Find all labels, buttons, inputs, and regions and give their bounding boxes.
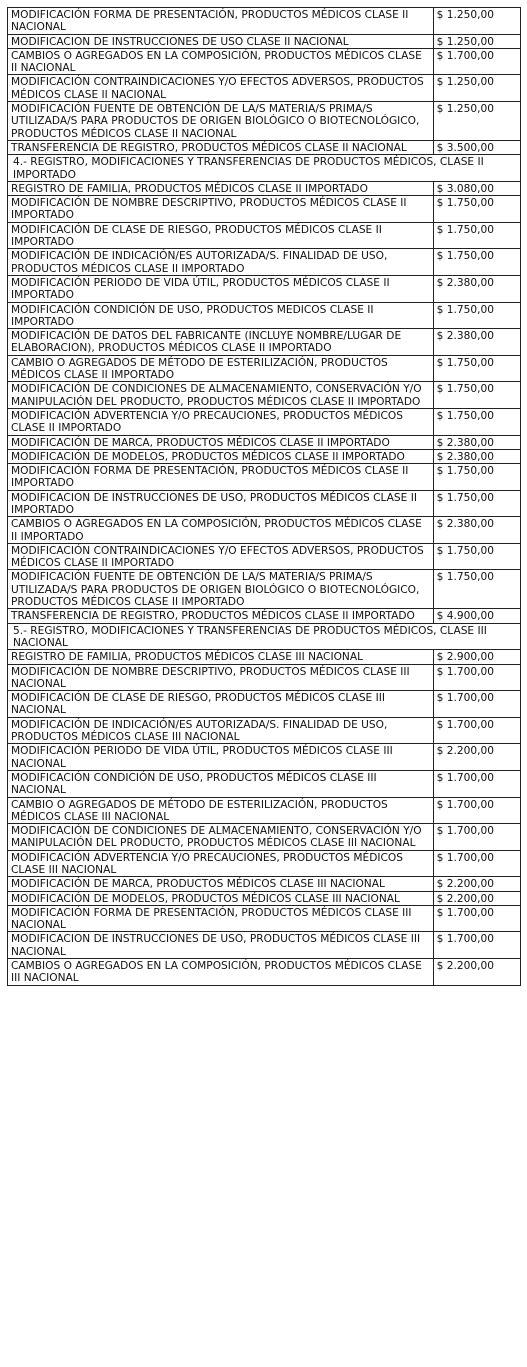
item-description: MODIFICACIÓN DE MARCA, PRODUCTOS MÉDICOS CLASE III NACIONAL [8,877,434,891]
item-description: MODIFICACIÓN FORMA DE PRESENTACIÓN, PRODUCTOS MÉDICOS CLASE II IMPORTADO [8,464,434,491]
table-row [8,302,521,329]
item-price: $ 2.200,00 [433,959,520,986]
item-price: $ 1.750,00 [433,355,520,382]
item-price: $ 1.250,00 [433,8,520,35]
table-row [8,824,521,851]
item-price: $ 2.200,00 [433,744,520,771]
table-row [8,570,521,609]
table-row [8,877,521,891]
table-row [8,717,521,744]
item-description: MODIFICACIÓN PERIODO DE VIDA ÚTIL, PRODUCTOS MÉDICOS CLASE III NACIONAL [8,744,434,771]
item-price: $ 1.750,00 [433,543,520,570]
item-price: $ 1.700,00 [433,717,520,744]
item-description: MODIFICACIÓN PERIODO DE VIDA ÚTIL, PRODUCTOS MÉDICOS CLASE II IMPORTADO [8,275,434,302]
table-row [8,34,521,48]
item-price: $ 1.700,00 [433,850,520,877]
table-row [8,181,521,195]
item-price: $ 3.080,00 [433,181,520,195]
item-price: $ 2.380,00 [433,517,520,544]
item-price: $ 1.700,00 [433,770,520,797]
section-header-row [8,155,521,182]
item-price: $ 2.380,00 [433,275,520,302]
item-price: $ 1.700,00 [433,797,520,824]
item-price: $ 1.750,00 [433,222,520,249]
item-description: TRANSFERENCIA DE REGISTRO, PRODUCTOS MÉDICOS CLASE II NACIONAL [8,140,434,154]
table-row [8,932,521,959]
item-description: MODIFICACIÓN DE NOMBRE DESCRIPTIVO, PRODUCTOS MÉDICOS CLASE II IMPORTADO [8,196,434,223]
table-row [8,355,521,382]
item-price: $ 1.750,00 [433,196,520,223]
item-description: MODIFICACIÓN DE DATOS DEL FABRICANTE (INCLUYE NOMBRE/LUGAR DE ELABORACION), PRODUCTOS MÉDICOS CLASE II IMPORTADO [8,329,434,356]
section-title: 5.- REGISTRO, MODIFICACIONES Y TRANSFERENCIAS DE PRODUCTOS MÉDICOS, CLASE III NACIONAL [8,623,521,650]
item-price: $ 1.750,00 [433,382,520,409]
table-row [8,650,521,664]
table-row [8,196,521,223]
item-description: MODIFICACIÓN ADVERTENCIA Y/O PRECAUCIONES, PRODUCTOS MÉDICOS CLASE II IMPORTADO [8,408,434,435]
item-description: MODIFICACIÓN CONDICIÓN DE USO, PRODUCTOS MÉDICOS CLASE III NACIONAL [8,770,434,797]
item-price: $ 1.750,00 [433,408,520,435]
table-row [8,959,521,986]
item-description: MODIFICACION DE INSTRUCCIONES DE USO CLASE II NACIONAL [8,34,434,48]
table-row [8,249,521,276]
table-row [8,449,521,463]
item-price: $ 1.750,00 [433,249,520,276]
item-price: $ 1.750,00 [433,464,520,491]
item-description: MODIFICACIÓN ADVERTENCIA Y/O PRECAUCIONES, PRODUCTOS MÉDICOS CLASE III NACIONAL [8,850,434,877]
item-price: $ 2.380,00 [433,449,520,463]
item-price: $ 1.750,00 [433,570,520,609]
table-row [8,517,521,544]
item-description: MODIFICACIÓN DE CONDICIONES DE ALMACENAMIENTO, CONSERVACIÓN Y/O MANIPULACIÓN DEL PRODUCTO, PRODUCTOS MÉDICOS CLASE II IMPORTADO [8,382,434,409]
item-price: $ 2.380,00 [433,435,520,449]
table-row [8,75,521,102]
item-description: MODIFICACIÓN DE MARCA, PRODUCTOS MÉDICOS CLASE II IMPORTADO [8,435,434,449]
item-description: MODIFICACIÓN CONDICIÓN DE USO, PRODUCTOS MEDICOS CLASE II IMPORTADO [8,302,434,329]
item-description: MODIFICACIÓN DE INDICACIÓN/ES AUTORIZADA/S. FINALIDAD DE USO, PRODUCTOS MÉDICOS CLASE II IMPORTADO [8,249,434,276]
table-row [8,275,521,302]
item-description: MODIFICACIÓN FORMA DE PRESENTACIÓN, PRODUCTOS MÉDICOS CLASE III NACIONAL [8,905,434,932]
table-row [8,464,521,491]
table-row [8,891,521,905]
table-row [8,905,521,932]
item-description: REGISTRO DE FAMILIA, PRODUCTOS MÉDICOS CLASE II IMPORTADO [8,181,434,195]
table-row [8,382,521,409]
item-price: $ 1.250,00 [433,75,520,102]
table-row [8,329,521,356]
table-row [8,664,521,691]
table-row [8,222,521,249]
item-description: MODIFICACIÓN DE INDICACIÓN/ES AUTORIZADA/S. FINALIDAD DE USO, PRODUCTOS MÉDICOS CLASE III NACIONAL [8,717,434,744]
item-description: CAMBIO O AGREGADOS DE MÉTODO DE ESTERILIZACIÓN, PRODUCTOS MÉDICOS CLASE III NACIONAL [8,797,434,824]
table-row [8,609,521,623]
item-description: MODIFICACION DE INSTRUCCIONES DE USO, PRODUCTOS MÉDICOS CLASE II IMPORTADO [8,490,434,517]
item-price: $ 1.250,00 [433,34,520,48]
item-price: $ 4.900,00 [433,609,520,623]
item-description: MODIFICACIÓN DE CLASE DE RIESGO, PRODUCTOS MÉDICOS CLASE II IMPORTADO [8,222,434,249]
item-price: $ 1.700,00 [433,824,520,851]
item-price: $ 1.250,00 [433,102,520,141]
item-price: $ 1.700,00 [433,664,520,691]
section-title: 4.- REGISTRO, MODIFICACIONES Y TRANSFERENCIAS DE PRODUCTOS MÉDICOS, CLASE II IMPORTADO [8,155,521,182]
item-description: CAMBIOS O AGREGADOS EN LA COMPOSICIÓN, PRODUCTOS MÉDICOS CLASE III NACIONAL [8,959,434,986]
item-description: MODIFICACIÓN DE NOMBRE DESCRIPTIVO, PRODUCTOS MÉDICOS CLASE III NACIONAL [8,664,434,691]
table-row [8,543,521,570]
item-description: REGISTRO DE FAMILIA, PRODUCTOS MÉDICOS CLASE III NACIONAL [8,650,434,664]
fee-table [7,7,521,986]
item-price: $ 1.700,00 [433,48,520,75]
item-description: MODIFICACIÓN DE MODELOS, PRODUCTOS MÉDICOS CLASE III NACIONAL [8,891,434,905]
table-row [8,691,521,718]
item-price: $ 1.750,00 [433,302,520,329]
table-row [8,408,521,435]
item-price: $ 1.750,00 [433,490,520,517]
item-price: $ 1.700,00 [433,691,520,718]
section-header-row [8,623,521,650]
table-row [8,8,521,35]
table-row [8,48,521,75]
item-description: CAMBIOS O AGREGADOS EN LA COMPOSICIÓN, PRODUCTOS MÉDICOS CLASE II NACIONAL [8,48,434,75]
item-description: MODIFICACION DE INSTRUCCIONES DE USO, PRODUCTOS MÉDICOS CLASE III NACIONAL [8,932,434,959]
item-price: $ 2.200,00 [433,891,520,905]
item-price: $ 1.700,00 [433,905,520,932]
table-row [8,435,521,449]
item-description: MODIFICACIÓN DE CLASE DE RIESGO, PRODUCTOS MÉDICOS CLASE III NACIONAL [8,691,434,718]
table-row [8,850,521,877]
table-row [8,797,521,824]
table-row [8,770,521,797]
table-row [8,744,521,771]
fee-table-body [8,8,521,986]
item-description: MODIFICACIÓN FUENTE DE OBTENCIÓN DE LA/S MATERIA/S PRIMA/S UTILIZADA/S PARA PRODUCTOS DE ORIGEN BIOLÓGICO O BIOTECNOLÓGICO, PRODUCTOS MÉDICOS CLASE II IMPORTADO [8,570,434,609]
table-row [8,102,521,141]
table-row [8,140,521,154]
item-price: $ 1.700,00 [433,932,520,959]
item-price: $ 2.200,00 [433,877,520,891]
item-description: CAMBIO O AGREGADOS DE MÉTODO DE ESTERILIZACIÓN, PRODUCTOS MÉDICOS CLASE II IMPORTADO [8,355,434,382]
item-description: MODIFICACIÓN DE CONDICIONES DE ALMACENAMIENTO, CONSERVACIÓN Y/O MANIPULACIÓN DEL PRODUCTO, PRODUCTOS MÉDICOS CLASE III NACIONAL [8,824,434,851]
item-description: TRANSFERENCIA DE REGISTRO, PRODUCTOS MÉDICOS CLASE II IMPORTADO [8,609,434,623]
item-description: CAMBIOS O AGREGADOS EN LA COMPOSICIÓN, PRODUCTOS MÉDICOS CLASE II IMPORTADO [8,517,434,544]
item-description: MODIFICACIÓN DE MODELOS, PRODUCTOS MÉDICOS CLASE II IMPORTADO [8,449,434,463]
item-description: MODIFICACIÓN FORMA DE PRESENTACIÓN, PRODUCTOS MÉDICOS CLASE II NACIONAL [8,8,434,35]
item-price: $ 2.900,00 [433,650,520,664]
item-description: MODIFICACIÓN FUENTE DE OBTENCIÓN DE LA/S MATERIA/S PRIMA/S UTILIZADA/S PARA PRODUCTOS DE ORIGEN BIOLÓGICO O BIOTECNOLÓGICO, PRODUCTOS MÉDICOS CLASE II NACIONAL [8,102,434,141]
item-description: MODIFICACIÓN CONTRAINDICACIONES Y/O EFECTOS ADVERSOS, PRODUCTOS MÉDICOS CLASE II IMPORTADO [8,543,434,570]
table-row [8,490,521,517]
item-price: $ 2.380,00 [433,329,520,356]
item-price: $ 3.500,00 [433,140,520,154]
item-description: MODIFICACIÓN CONTRAINDICACIONES Y/O EFECTOS ADVERSOS, PRODUCTOS MÉDICOS CLASE II NACIONAL [8,75,434,102]
